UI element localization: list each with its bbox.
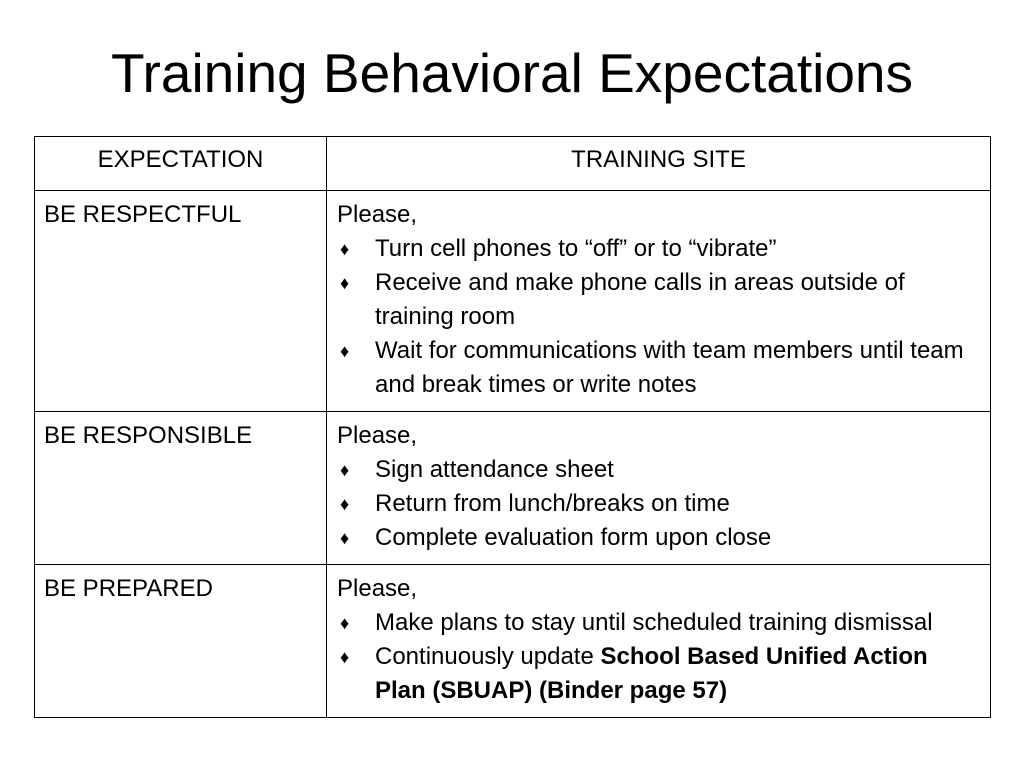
table-row xyxy=(35,191,991,412)
bullet-list xyxy=(337,232,982,402)
expectation-cell: BE RESPONSIBLE xyxy=(35,412,327,565)
list-item xyxy=(337,521,982,555)
list-item-text: Turn cell phones to “off” or to “vibrate” xyxy=(375,235,777,262)
list-item-text: Wait for communications with team members until team and break times or write notes xyxy=(375,337,964,398)
list-item xyxy=(337,606,982,640)
expectations-table xyxy=(34,136,991,718)
list-item-text: Receive and make phone calls in areas outside of training room xyxy=(375,269,905,330)
training-site-cell xyxy=(327,191,991,412)
lead-text: Please, xyxy=(337,575,418,602)
list-item xyxy=(337,232,982,266)
diamond-bullet-icon: ♦ xyxy=(340,613,350,633)
list-item xyxy=(337,487,982,521)
diamond-bullet-icon: ♦ xyxy=(340,460,350,480)
list-item-text: Make plans to stay until scheduled training dismissal xyxy=(375,609,933,636)
list-item-text: Complete evaluation form upon close xyxy=(375,524,772,551)
header-training-site: TRAINING SITE xyxy=(327,137,991,191)
diamond-bullet-icon: ♦ xyxy=(340,239,350,259)
list-item xyxy=(337,266,982,334)
table-header-row xyxy=(35,137,991,191)
diamond-bullet-icon: ♦ xyxy=(340,647,350,667)
diamond-bullet-icon: ♦ xyxy=(340,341,350,361)
sbuap-reference: School Based Unified Action Plan (SBUAP) (Binder page 57) xyxy=(375,643,928,704)
list-item-text: Continuously update xyxy=(375,643,601,670)
bullet-list xyxy=(337,453,982,555)
table-row xyxy=(35,412,991,565)
table-row xyxy=(35,565,991,718)
list-item-text: Return from lunch/breaks on time xyxy=(375,490,730,517)
list-item xyxy=(337,640,982,708)
training-site-cell xyxy=(327,565,991,718)
diamond-bullet-icon: ♦ xyxy=(340,494,350,514)
slide-title: Training Behavioral Expectations xyxy=(110,42,913,104)
diamond-bullet-icon: ♦ xyxy=(340,528,350,548)
lead-text: Please, xyxy=(337,422,418,449)
list-item-text: Sign attendance sheet xyxy=(375,456,614,483)
expectation-cell: BE RESPECTFUL xyxy=(35,191,327,412)
bullet-list xyxy=(337,606,982,708)
diamond-bullet-icon: ♦ xyxy=(340,273,350,293)
expectation-cell: BE PREPARED xyxy=(35,565,327,718)
training-site-cell xyxy=(327,412,991,565)
list-item xyxy=(337,334,982,402)
header-expectation: EXPECTATION xyxy=(35,137,327,191)
list-item xyxy=(337,453,982,487)
lead-text: Please, xyxy=(337,201,418,228)
